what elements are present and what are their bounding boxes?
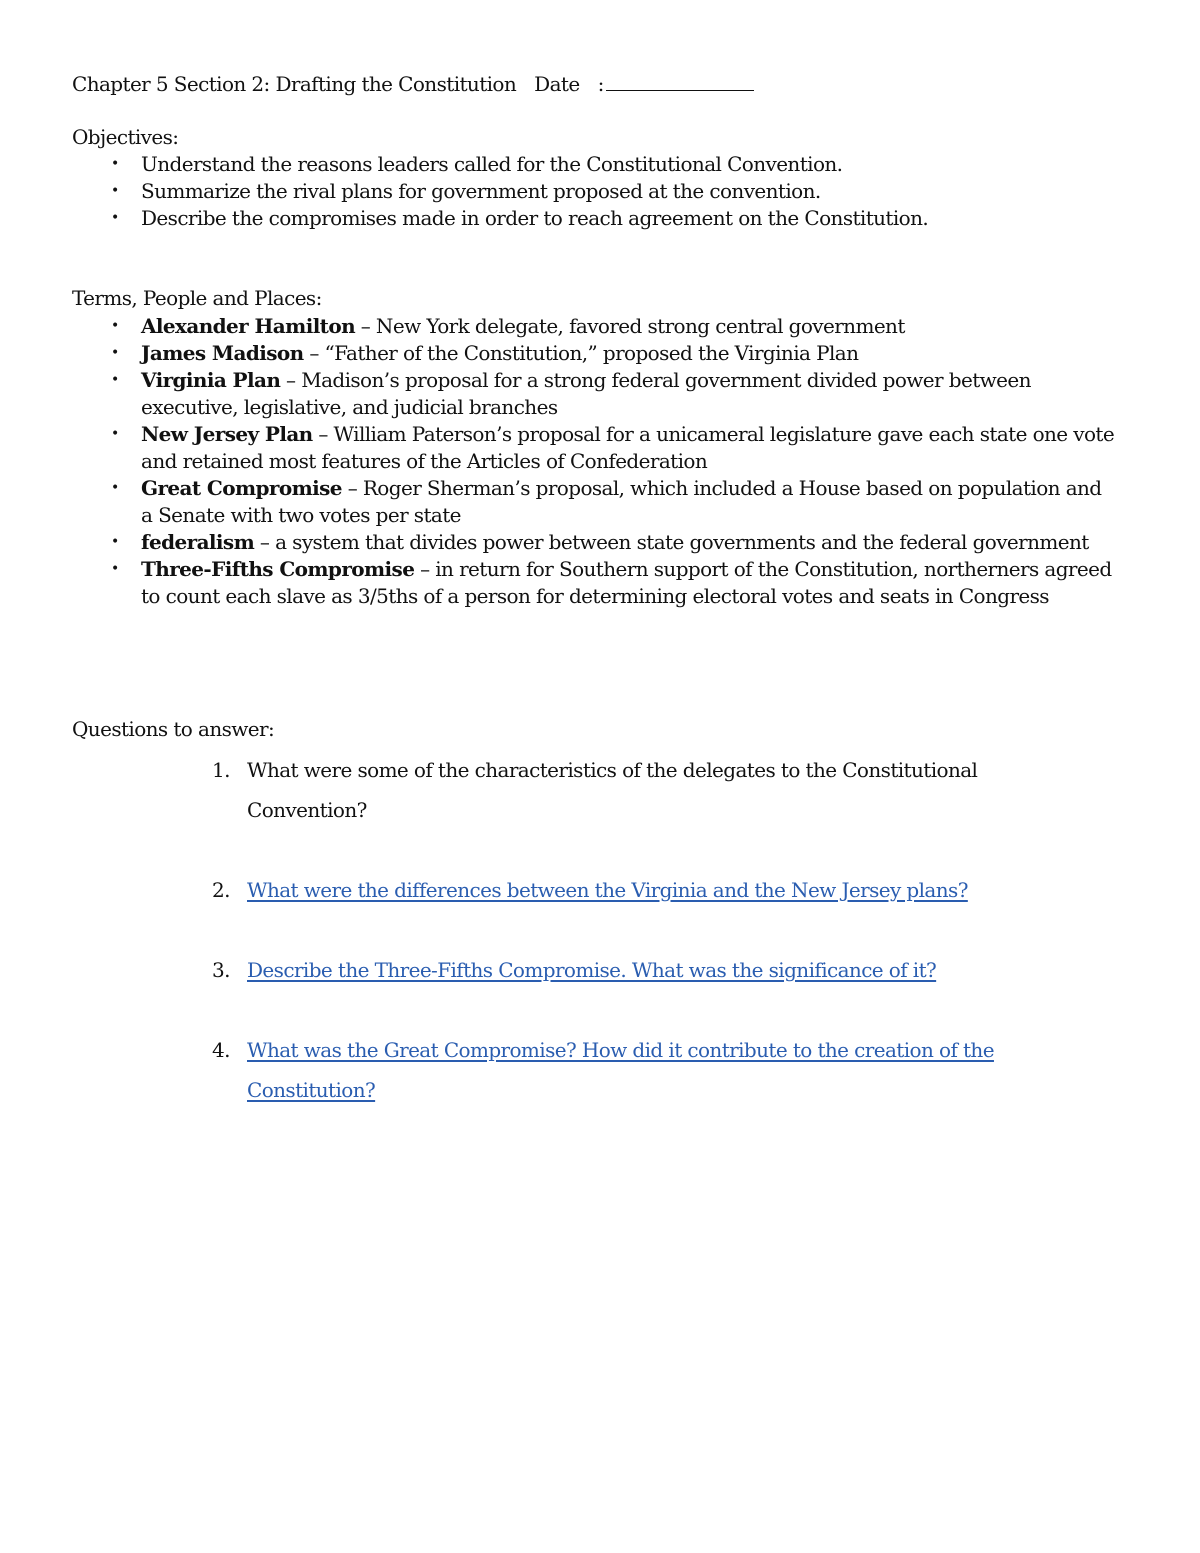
header-line bbox=[72, 70, 754, 98]
objective-item bbox=[0, 178, 1200, 205]
objective-item bbox=[0, 151, 1200, 178]
term-name: Three-Fifths Compromise bbox=[141, 557, 415, 581]
bullet-icon: • bbox=[111, 561, 119, 577]
bullet-icon: • bbox=[111, 183, 119, 199]
term-name: Great Compromise bbox=[141, 476, 342, 500]
objective-text: Summarize the rival plans for government proposed at the convention. bbox=[141, 179, 821, 203]
term-name: James Madison bbox=[141, 341, 304, 365]
question-text: What were some of the characteristics of the delegates to the Constitutional Convention? bbox=[247, 758, 978, 822]
bullet-icon: • bbox=[111, 210, 119, 226]
term-item bbox=[0, 556, 1200, 610]
question-link[interactable]: Describe the Three-Fifths Compromise. What was the significance of it? bbox=[247, 958, 937, 982]
question-number: 4. bbox=[212, 1038, 230, 1062]
bullet-icon: • bbox=[111, 318, 119, 334]
date-colon: : bbox=[597, 72, 604, 96]
bullet-icon: • bbox=[111, 345, 119, 361]
objectives-heading: Objectives: bbox=[72, 125, 179, 149]
question-item bbox=[0, 950, 1200, 990]
question-item bbox=[0, 870, 1200, 910]
term-name: New Jersey Plan bbox=[141, 422, 313, 446]
term-definition: – in return for Southern support of the Constitution, northerners agreed to count each slave as 3/5ths of a person for determining electoral votes and seats in Congress bbox=[141, 557, 1112, 608]
date-label: Date bbox=[534, 72, 580, 96]
questions-heading: Questions to answer: bbox=[72, 717, 275, 741]
objective-text: Understand the reasons leaders called for the Constitutional Convention. bbox=[141, 152, 843, 176]
question-link[interactable]: What was the Great Compromise? How did it contribute to the creation of the Constitution? bbox=[247, 1038, 994, 1102]
terms-heading: Terms, People and Places: bbox=[72, 286, 322, 310]
objective-text: Describe the compromises made in order to reach agreement on the Constitution. bbox=[141, 206, 929, 230]
objective-item bbox=[0, 205, 1200, 232]
term-definition: – William Paterson’s proposal for a unicameral legislature gave each state one vote and retained most features of the Articles of Confederation bbox=[141, 422, 1115, 473]
term-item bbox=[0, 340, 1200, 367]
question-link[interactable]: What were the differences between the Virginia and the New Jersey plans? bbox=[247, 878, 968, 902]
term-item bbox=[0, 421, 1200, 475]
term-definition: – New York delegate, favored strong central government bbox=[355, 314, 905, 338]
term-name: Virginia Plan bbox=[141, 368, 281, 392]
page-title: Chapter 5 Section 2: Drafting the Constitution bbox=[72, 72, 517, 96]
term-definition: – “Father of the Constitution,” proposed the Virginia Plan bbox=[303, 341, 859, 365]
term-name: Alexander Hamilton bbox=[141, 314, 356, 338]
bullet-icon: • bbox=[111, 534, 119, 550]
bullet-icon: • bbox=[111, 156, 119, 172]
term-definition: – Madison’s proposal for a strong federal government divided power between executive, legislative, and judicial branches bbox=[141, 368, 1031, 419]
question-number: 2. bbox=[212, 878, 230, 902]
term-item bbox=[0, 367, 1200, 421]
term-item bbox=[0, 529, 1200, 556]
objectives-list bbox=[0, 151, 1200, 232]
question-number: 1. bbox=[212, 758, 230, 782]
terms-list bbox=[0, 313, 1200, 610]
bullet-icon: • bbox=[111, 372, 119, 388]
term-definition: – Roger Sherman’s proposal, which included a House based on population and a Senate with two votes per state bbox=[141, 476, 1102, 527]
question-item bbox=[0, 750, 1200, 830]
bullet-icon: • bbox=[111, 426, 119, 442]
bullet-icon: • bbox=[111, 480, 119, 496]
date-blank-line bbox=[606, 70, 754, 91]
term-name: federalism bbox=[141, 530, 255, 554]
term-definition: – a system that divides power between state governments and the federal government bbox=[254, 530, 1089, 554]
question-number: 3. bbox=[212, 958, 230, 982]
question-item bbox=[0, 1030, 1200, 1110]
term-item bbox=[0, 313, 1200, 340]
term-item bbox=[0, 475, 1200, 529]
